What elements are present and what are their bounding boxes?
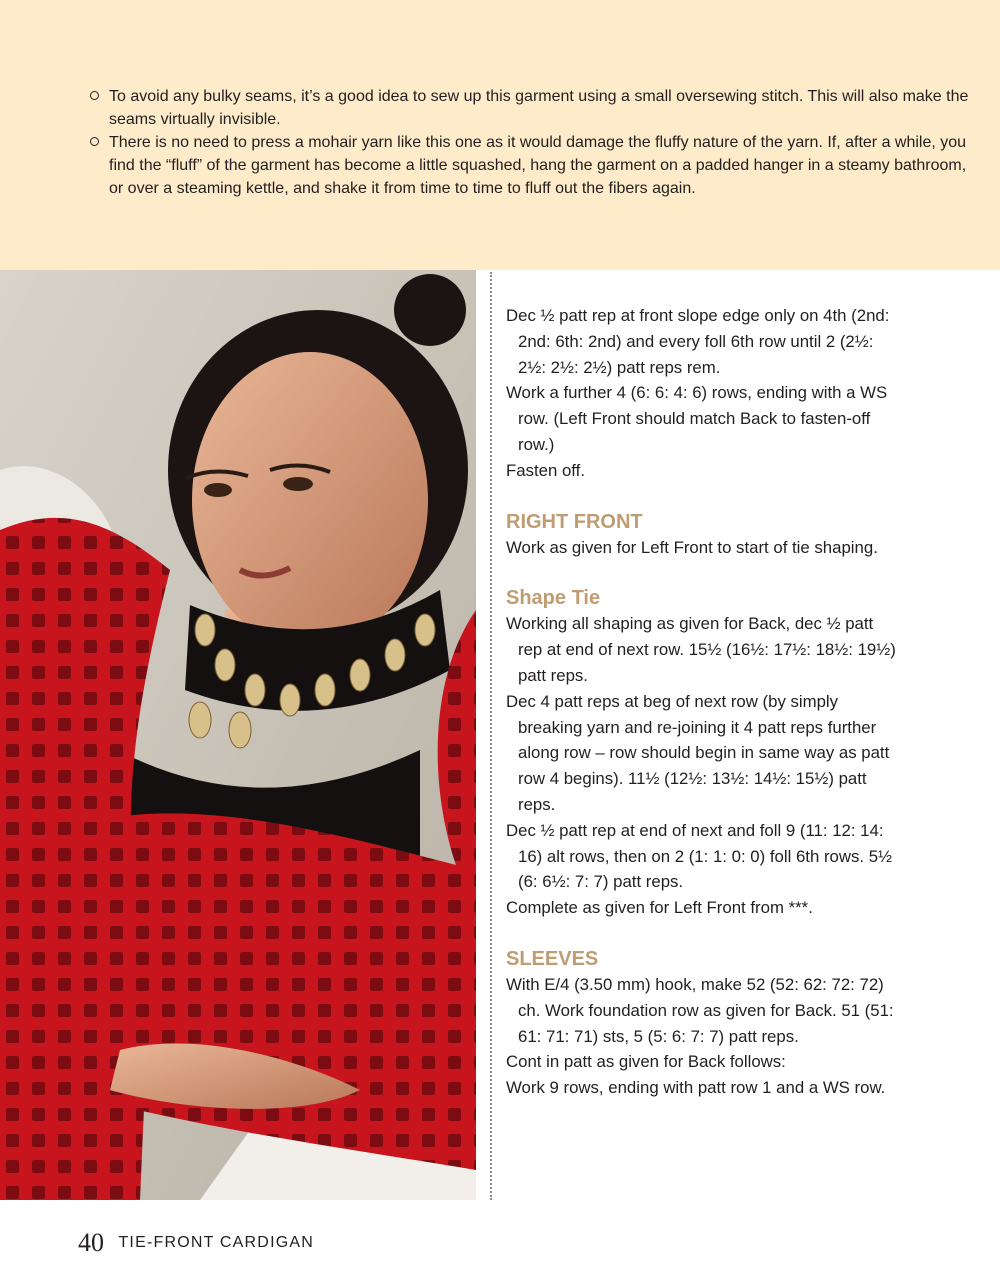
- instruction-paragraph: Work a further 4 (6: 6: 4: 6) rows, ending with a WS row. (Left Front should match Back to fasten-off row.): [506, 383, 888, 454]
- instruction-paragraph: Working all shaping as given for Back, dec ½ patt rep at end of next row. 15½ (16½: 17½: 18½: 19½) patt reps.: [506, 614, 896, 685]
- tip-item: [90, 85, 970, 131]
- instruction-paragraph: Cont in patt as given for Back follows:: [506, 1052, 786, 1072]
- tip-list: [90, 85, 970, 200]
- tip-item: [90, 131, 970, 200]
- page-footer: [78, 1228, 314, 1258]
- tip-box: [0, 0, 1000, 270]
- running-title: TIE-FRONT CARDIGAN: [118, 1234, 314, 1251]
- section-heading-right-front: RIGHT FRONT: [506, 510, 643, 533]
- instruction-paragraph: Complete as given for Left Front from ***.: [506, 898, 813, 918]
- section-heading-sleeves: SLEEVES: [506, 947, 599, 970]
- instruction-paragraph: Dec ½ patt rep at front slope edge only on 4th (2nd: 2nd: 6th: 2nd) and every foll 6th row until 2 (2½: 2½: 2½: 2½) patt reps rem.: [506, 306, 890, 377]
- circle-bullet-icon: [90, 91, 99, 100]
- page-number: 40: [78, 1228, 104, 1257]
- instruction-paragraph: Dec ½ patt rep at end of next and foll 9 (11: 12: 14: 16) alt rows, then on 2 (1: 1: 0: 0) foll 6th rows. 5½ (6: 6½: 7: 7) patt reps.: [506, 820, 893, 892]
- instructions-column: [506, 303, 898, 1101]
- instruction-paragraph: With E/4 (3.50 mm) hook, make 52 (52: 62: 72: 72) ch. Work foundation row as given for Back. 51 (51: 61: 71: 71) sts, 5 (5: 6: 7: 7) patt reps.: [506, 974, 894, 1046]
- tip-text: To avoid any bulky seams, it’s a good idea to sew up this garment using a small oversewing stitch. This will also make the seams virtually invisible.: [109, 88, 969, 128]
- tip-text: There is no need to press a mohair yarn like this one as it would damage the fluffy nature of the yarn. If, after a while, you find the “fluff” of the garment has become a little squashed, hang the garment on a padded hanger in a steamy bathroom, or over a steaming kettle, and shake it from time to time to fluff out the fibers again.: [109, 134, 967, 197]
- circle-bullet-icon: [90, 137, 99, 146]
- section-heading-shape-tie: Shape Tie: [506, 587, 601, 610]
- model-photo: [0, 270, 476, 1200]
- instruction-paragraph: Dec 4 patt reps at beg of next row (by simply breaking yarn and re-joining it 4 patt reps further along row – row should begin in same way as patt row 4 begins). 11½ (12½: 13½: 14½: 15½) patt reps.: [506, 691, 890, 814]
- model-photo-illustration: [0, 270, 476, 1200]
- instruction-paragraph: Work as given for Left Front to start of tie shaping.: [506, 537, 878, 557]
- column-divider: [490, 272, 492, 1200]
- instruction-paragraph: Fasten off.: [506, 460, 585, 480]
- instruction-paragraph: Work 9 rows, ending with patt row 1 and a WS row.: [506, 1078, 886, 1098]
